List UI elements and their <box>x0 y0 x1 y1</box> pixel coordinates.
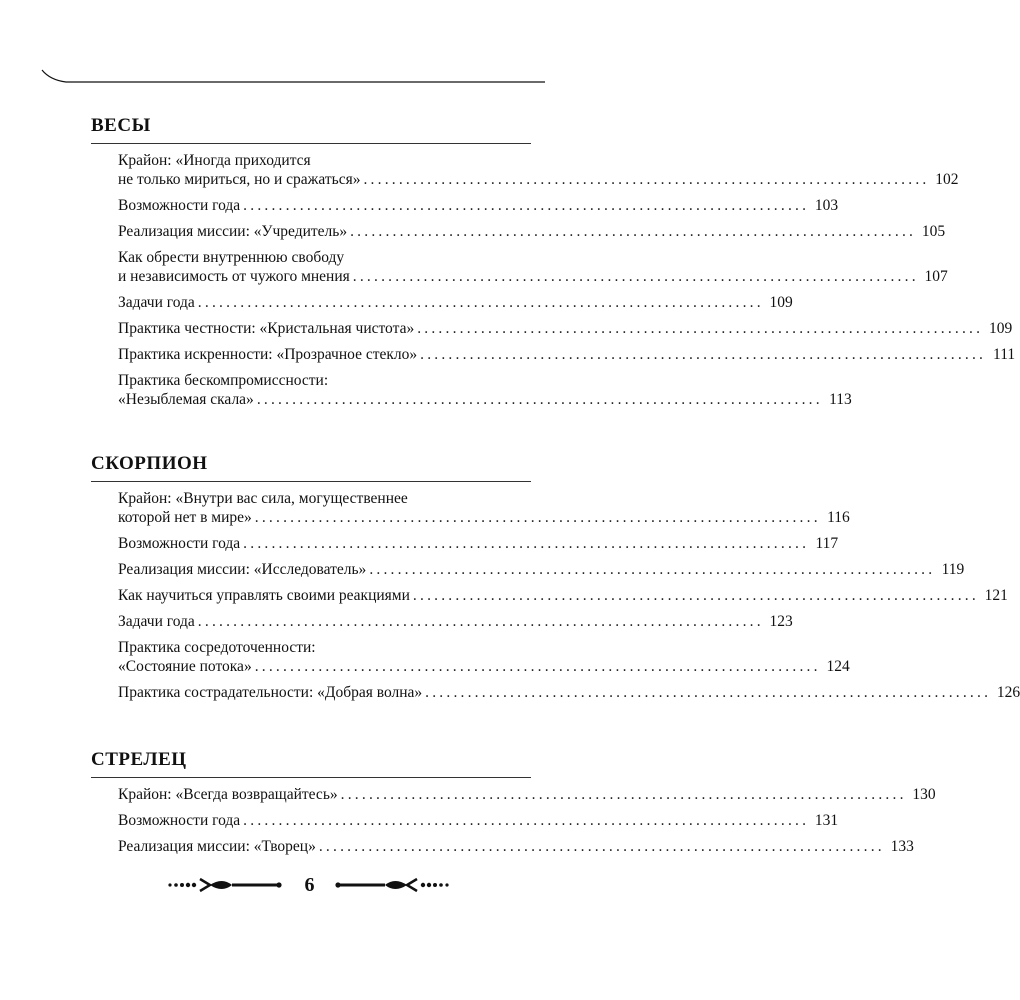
left-ornament-icon <box>166 874 284 896</box>
toc-entry-row <box>118 683 1020 702</box>
dot-leader: ................................................................................ <box>243 535 810 552</box>
section-vesy <box>91 112 1016 409</box>
toc-entries <box>118 151 1016 409</box>
section-divider <box>91 777 531 778</box>
toc-page-number: 130 <box>912 786 936 803</box>
toc-entry[interactable] <box>118 560 965 579</box>
dot-leader: ................................................................................ <box>352 268 919 285</box>
toc-entry[interactable] <box>118 586 1008 605</box>
toc-entry[interactable] <box>118 683 1020 702</box>
toc-entry-row <box>118 560 965 579</box>
section-title: СТРЕЛЕЦ <box>91 749 187 770</box>
toc-entries <box>118 785 936 856</box>
dot-leader: ................................................................................ <box>350 223 917 240</box>
toc-entry[interactable] <box>118 293 793 312</box>
toc-page-number: 119 <box>941 561 965 578</box>
section-divider <box>91 481 531 482</box>
toc-page-number: 116 <box>827 509 850 526</box>
page-number: 6 <box>304 874 315 896</box>
section-title: СКОРПИОН <box>91 453 208 474</box>
dot-leader: ................................................................................ <box>254 658 821 675</box>
toc-entry[interactable] <box>118 612 793 631</box>
toc-entry-title-line: Как обрести внутреннюю свободу <box>118 249 345 266</box>
toc-entry-title: Реализация миссии: «Творец» <box>118 838 316 855</box>
toc-entry-title: которой нет в мире» <box>118 509 252 526</box>
toc-entry[interactable] <box>118 248 948 286</box>
toc-entry-title: Возможности года <box>118 535 241 552</box>
toc-entry-row <box>118 811 839 830</box>
toc-page-number: 124 <box>826 658 850 675</box>
toc-entry-row <box>118 586 1008 605</box>
toc-entry-title-line: Крайон: «Иногда приходится <box>118 152 311 169</box>
dot-leader: ................................................................................ <box>197 613 764 630</box>
toc-entry-title: Крайон: «Всегда возвращайтесь» <box>118 786 338 803</box>
section-skorpion <box>91 450 1020 702</box>
toc-entry[interactable] <box>118 371 852 409</box>
toc-entry[interactable] <box>118 151 959 189</box>
toc-entry-row <box>118 170 959 189</box>
dot-leader: ................................................................................ <box>243 812 810 829</box>
toc-entry-title-line: Практика бескомпромиссности: <box>118 372 329 389</box>
toc-entries <box>118 489 1020 702</box>
toc-entry-row <box>118 319 1013 338</box>
toc-entry-title-line: Крайон: «Внутри вас сила, могущественнее <box>118 490 408 507</box>
toc-entry-row <box>118 293 793 312</box>
toc-entry[interactable] <box>118 811 839 830</box>
toc-page-number: 111 <box>993 346 1016 363</box>
toc-entry[interactable] <box>118 534 839 553</box>
toc-entry-row <box>118 345 1016 364</box>
toc-page-number: 109 <box>988 320 1013 337</box>
toc-entry[interactable] <box>118 837 914 856</box>
page-footer <box>0 868 619 902</box>
toc-entry-title: не только мириться, но и сражаться» <box>118 171 361 188</box>
toc-entry-title: Задачи года <box>118 294 195 311</box>
toc-entry-row <box>118 785 936 804</box>
dot-leader: ................................................................................ <box>425 684 992 701</box>
toc-entry[interactable] <box>118 222 946 241</box>
toc-entry-row <box>118 390 852 409</box>
toc-entry-title: Реализация миссии: «Исследователь» <box>118 561 367 578</box>
toc-entry-row <box>118 837 914 856</box>
toc-entry-title-line: Практика сосредоточенности: <box>118 639 316 656</box>
toc-entry-title: и независимость от чужого мнения <box>118 268 350 285</box>
section-strelets <box>91 746 936 856</box>
dot-leader: ................................................................................ <box>340 786 907 803</box>
toc-entry-row <box>118 657 850 676</box>
toc-page-number: 107 <box>924 268 948 285</box>
dot-leader: ................................................................................ <box>420 346 987 363</box>
dot-leader: ................................................................................ <box>243 197 810 214</box>
toc-page-number: 121 <box>984 587 1008 604</box>
toc-entry-row <box>118 534 839 553</box>
dot-leader: ................................................................................ <box>318 838 885 855</box>
toc-page-number: 117 <box>815 535 839 552</box>
toc-entry-title: Практика честности: «Кристальная чистота» <box>118 320 415 337</box>
toc-entry-title: Практика сострадательности: «Добрая волна» <box>118 684 423 701</box>
toc-page-number: 123 <box>769 613 793 630</box>
toc-entry[interactable] <box>118 345 1016 364</box>
toc-entry-title: Реализация миссии: «Учредитель» <box>118 223 348 240</box>
toc-entry[interactable] <box>118 489 850 527</box>
dot-leader: ................................................................................ <box>256 391 823 408</box>
toc-entry-row <box>118 508 850 527</box>
toc-page-number: 102 <box>935 171 959 188</box>
toc-entry[interactable] <box>118 196 839 215</box>
toc-entry-title: Как научиться управлять своими реакциями <box>118 587 410 604</box>
dot-leader: ................................................................................ <box>197 294 764 311</box>
toc-entry-title: Задачи года <box>118 613 195 630</box>
toc-entry-row <box>118 267 948 286</box>
dot-leader: ................................................................................ <box>254 509 821 526</box>
toc-page-number: 133 <box>890 838 914 855</box>
toc-entry[interactable] <box>118 785 936 804</box>
toc-page-number: 126 <box>996 684 1020 701</box>
right-ornament-icon <box>333 874 451 896</box>
toc-entry-title: «Состояние потока» <box>118 658 252 675</box>
toc-entry-row <box>118 196 839 215</box>
toc-entry[interactable] <box>118 638 850 676</box>
toc-page-number: 109 <box>769 294 793 311</box>
toc-entry-row <box>118 612 793 631</box>
section-divider <box>91 143 531 144</box>
toc-page-number: 105 <box>921 223 946 240</box>
toc-entry-row <box>118 222 946 241</box>
toc-entry-title: Возможности года <box>118 197 241 214</box>
dot-leader: ................................................................................ <box>412 587 979 604</box>
toc-page-number: 113 <box>829 391 852 408</box>
toc-entry-title: «Незыблемая скала» <box>118 391 254 408</box>
dot-leader: ................................................................................ <box>363 171 930 188</box>
toc-entry-title: Практика искренности: «Прозрачное стекло» <box>118 346 418 363</box>
toc-entry[interactable] <box>118 319 1013 338</box>
dot-leader: ................................................................................ <box>417 320 984 337</box>
toc-entry-title: Возможности года <box>118 812 241 829</box>
toc-page-number: 103 <box>814 197 839 214</box>
header-ornament-rule <box>40 66 545 90</box>
toc-page-number: 131 <box>814 812 839 829</box>
dot-leader: ................................................................................ <box>369 561 936 578</box>
section-title: ВЕСЫ <box>91 115 151 136</box>
